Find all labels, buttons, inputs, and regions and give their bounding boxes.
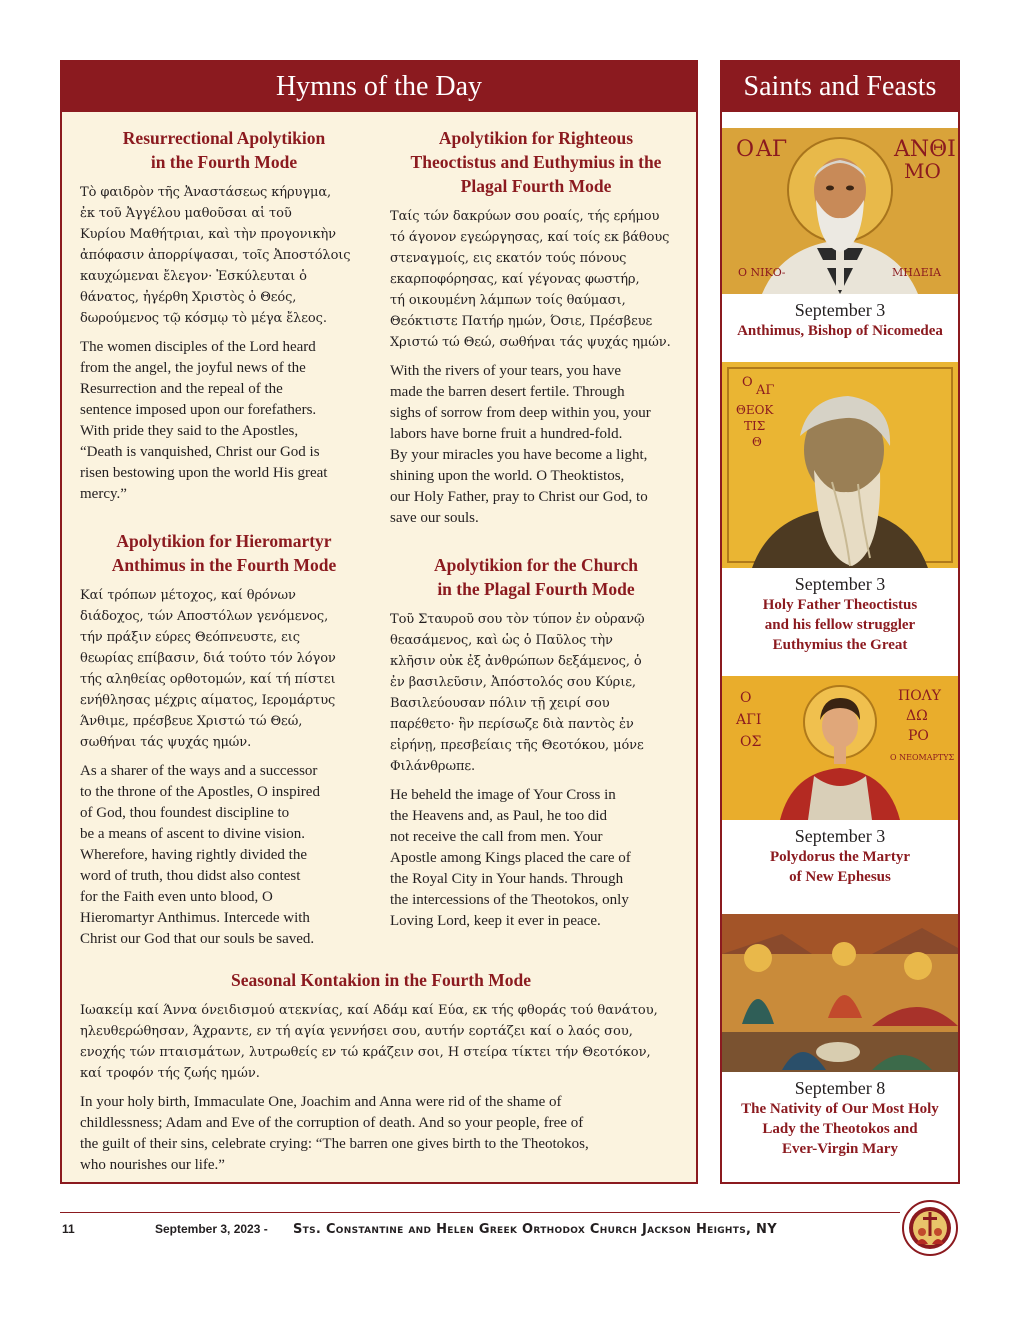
hymn-anthimus <box>80 529 368 950</box>
hymn-greek-text: Τοῦ Σταυροῦ σου τὸν τύπον ἐν οὐρανῷ θεασάμενος, καὶ ὡς ὁ Παῦλος τὴν κλῆσιν οὐκ ἐξ ἀνθρώπων δεξάμενος, ὁ ἐν βασιλεῦσιν, Ἀπόστολός σου Κύριε, Βασιλεύουσαν πόλιν τῇ χειρί σου παρέθετο· ἣν περίσωζε διὰ παντὸς ἐν εἰρήνῃ, πρεσβείαις τῆς Θεοτόκου, μόνε Φιλάνθρωπε. <box>390 612 645 774</box>
footer-rule <box>60 1212 900 1213</box>
svg-text:ΔΩ: ΔΩ <box>906 708 928 724</box>
svg-text:ΑΓ: ΑΓ <box>756 137 788 162</box>
hymns-left-column <box>80 112 368 950</box>
saint-card-anthimus <box>722 128 958 341</box>
saint-theoctistus-icon <box>722 362 958 568</box>
hymn-greek-text: Τὸ φαιδρὸν τῆς Ἀναστάσεως κήρυγμα, ἐκ τοῦ Ἀγγέλου μαθοῦσαι αἱ τοῦ Κυρίου Μαθήτριαι, καὶ τὴν προγονικὴν ἀπόφασιν ἀπορρίψασαι, τοῖς Ἀποστόλοις καυχώμεναι ἔλεγον· Ἐσκύλευται ὁ θάνατος, ἠγέρθη Χριστὸς ὁ Θεός, δωρούμενος τῷ κόσμῳ τὸ μέγα ἔλεος. <box>80 185 351 326</box>
svg-text:ΜΟ: ΜΟ <box>904 159 941 183</box>
hymn-english-text: He beheld the image of Your Cross in the Heavens and, as Paul, he too did not receive the call from men. Your Apostle among Kings placed the care of the Royal City in Your hands. Through the intercessions of the Theotokos, only Loving Lord, keep it ever in peace. <box>390 787 631 929</box>
saint-date: September 3 <box>794 574 886 594</box>
hymn-resurrectional <box>80 126 368 505</box>
svg-text:ΤΙΣ: ΤΙΣ <box>744 419 766 433</box>
hymn-title: Apolytikion for Righteous Theoctistus and Euthymius in the Plagal Fourth Mode <box>410 128 662 196</box>
svg-text:ΠΟΛΥ: ΠΟΛΥ <box>898 688 942 704</box>
hymn-title: Apolytikion for Hieromartyr Anthimus in the Fourth Mode <box>111 531 337 575</box>
hymn-english-text: In your holy birth, Immaculate One, Joachim and Anna were rid of the shame of childlessness; Adam and Eve of the corruption of death. And so your people, free of the guilt of their sins, celebrate crying: “The barren one gives birth to the Theotokos, who nourishes our life.” <box>80 1094 589 1173</box>
hymn-english-text: With the rivers of your tears, you have made the barren desert fertile. Through sighs of sorrow from deep within you, your labors have borne fruit a hundred-fold. By your miracles you have become a light, shining upon the world. O Theoktistos, our Holy Father, pray to Christ our God, to save our souls. <box>390 363 651 526</box>
page-number: 11 <box>62 1222 75 1236</box>
hymn-greek-text: Ταίς τών δακρύων σου ροαίς, τής ερήμου τό άγονον εγεώργησας, καί τοίς εκ βάθους στεναγμοίς, εις εκατόν τούς πόνους εκαρποφόρησας, καί γέγονας φωστήρ, τή οικουμένη λάμπων τοίς θαύμασι, Θεόκτιστε Πατήρ ημών, Όσιε, Πρέσβευε Χριστώ τώ Θεώ, σωθήναι τάς ψυχάς ημών. <box>390 209 671 350</box>
svg-text:ΑΓ: ΑΓ <box>756 383 775 398</box>
saint-date: September 8 <box>794 1078 886 1098</box>
svg-text:Ο: Ο <box>742 375 753 390</box>
saint-anthimus-icon <box>722 128 958 294</box>
svg-text:Ο: Ο <box>740 690 752 706</box>
footer-date: September 3, 2023 - <box>155 1222 268 1236</box>
svg-text:ΑΓΙ: ΑΓΙ <box>736 712 762 728</box>
hymns-panel <box>60 60 698 1184</box>
svg-text:Θ: Θ <box>752 435 762 449</box>
saint-polydorus-icon <box>722 676 958 820</box>
saints-panel <box>720 60 960 1184</box>
saint-card-theoctistus <box>722 362 958 655</box>
svg-text:ΜΗΔΕΙΑ: ΜΗΔΕΙΑ <box>892 266 942 279</box>
saint-card-polydorus <box>722 676 958 887</box>
saint-date: September 3 <box>794 300 886 320</box>
hymns-right-column <box>390 112 682 932</box>
hymn-title: Apolytikion for the Church in the Plagal Fourth Mode <box>433 555 639 599</box>
svg-text:Ο ΝΙΚΟ-: Ο ΝΙΚΟ- <box>738 266 786 279</box>
saints-heading: Saints and Feasts <box>722 62 958 112</box>
hymn-english-text: The women disciples of the Lord heard from the angel, the joyful news of the Resurrection and the repeal of the sentence imposed upon our forefathers. With pride they said to the Apostles, “Death is vanquished, Christ our God is risen bestowing upon the world His great mercy.” <box>80 339 328 502</box>
saint-name: Polydorus the Martyr of New Ephesus <box>770 849 910 885</box>
saint-date: September 3 <box>794 826 886 846</box>
saint-name: Anthimus, Bishop of Nicomedea <box>737 323 943 339</box>
svg-text:ΑΝΘΙ: ΑΝΘΙ <box>894 137 956 162</box>
hymn-greek-text: Ιωακείμ καί Άννα όνειδισμού ατεκνίας, καί Αδάμ καί Εύα, εκ τής φθοράς τού θανάτου, ηλευθερώθησαν, Άχραντε, εν τή αγία γεννήσει σου, αυτήν εορτάζει καί ο λαός σου, ενοχής τών πταισμάτων, λυτρωθείς εν τώ κράζειν σοι, Η στείρα τίκτει τήν Θεοτόκον, καί τροφόν τής ζωής ημών. <box>80 1003 658 1081</box>
nativity-theotokos-icon <box>722 914 958 1072</box>
hymn-title: Seasonal Kontakion in the Fourth Mode <box>231 970 531 990</box>
hymn-title: Resurrectional Apolytikion in the Fourth Mode <box>122 128 326 172</box>
hymn-seasonal-kontakion <box>80 968 682 1176</box>
hymn-church <box>390 553 682 932</box>
hymn-greek-text: Καί τρόπων μέτοχος, καί θρόνων διάδοχος, τών Αποστόλων γενόμενος, τήν πράξιν εύρες Θεόπνευστε, εις θεωρίας επίβασιν, διά τούτο τόν λόγον τής αληθείας ορθοτομών, καί τή πίστει ενήθλησας μέχρις αίματος, Ιερομάρτυς Άνθιμε, πρέσβευε Χριστώ τώ Θεώ, σωθήναι τάς ψυχάς ημών. <box>80 588 336 750</box>
svg-text:ΟΣ: ΟΣ <box>740 734 762 750</box>
svg-text:ΡΟ: ΡΟ <box>908 728 929 744</box>
hymn-theoctistus <box>390 126 682 529</box>
saint-name: Holy Father Theoctistus and his fellow struggler Euthymius the Great <box>762 597 918 653</box>
saint-card-nativity <box>722 914 958 1159</box>
hymns-heading: Hymns of the Day <box>62 62 696 112</box>
footer-church-name: Sts. Constantine and Helen Greek Orthodox Church Jackson Heights, NY <box>293 1222 777 1237</box>
parish-seal-icon <box>902 1200 958 1256</box>
saint-name: The Nativity of Our Most Holy Lady the Theotokos and Ever-Virgin Mary <box>741 1101 939 1157</box>
icon-inscription: Ο <box>736 137 755 162</box>
svg-text:ΘΕΟΚ: ΘΕΟΚ <box>736 403 774 417</box>
svg-text:Ο ΝΕΟΜΑΡΤΥΣ: Ο ΝΕΟΜΑΡΤΥΣ <box>890 753 955 762</box>
hymn-english-text: As a sharer of the ways and a successor to the throne of the Apostles, O inspired of God, thou foundest discipline to be a means of ascent to divine vision. Wherefore, having rightly divided the word of truth, thou didst also contest for the Faith even unto blood, O Hieromartyr Anthimus. Intercede with Christ our God that our souls be saved. <box>80 763 320 947</box>
